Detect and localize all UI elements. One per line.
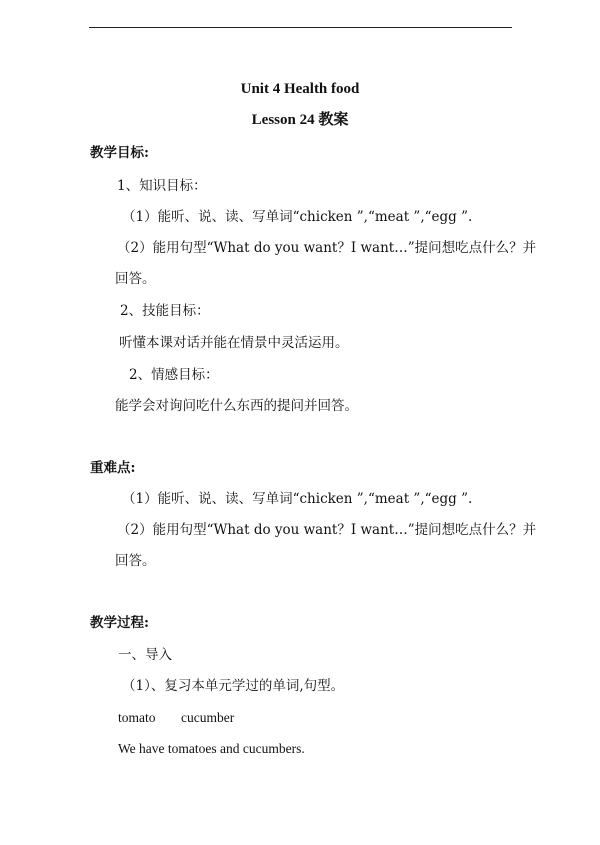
skill-goal-text: 听懂本课对话并能在情景中灵活运用。: [119, 335, 349, 351]
goals-heading: 教学目标:: [90, 145, 149, 161]
keypoint-item-1: （1）能听、说、读、写单词“chicken ”,“meat ”,“egg ”.: [122, 491, 473, 507]
knowledge-goal-item-2-line-2: 回答。: [115, 271, 156, 287]
process-heading: 教学过程:: [90, 615, 149, 631]
document-title: Unit 4 Health food: [240, 81, 360, 97]
header-rule: [89, 27, 512, 28]
knowledge-goal-label: 1、知识目标：: [117, 178, 207, 194]
keypoint-item-2-line-1: （2）能用句型“What do you want？I want…”提问想吃点什么？并: [117, 522, 537, 538]
emotion-goal-text: 能学会对询问吃什么东西的提问并回答。: [115, 398, 358, 414]
process-step-1-sub: （1）、复习本单元学过的单词,句型。: [122, 678, 345, 694]
process-step-1-label: 一、导入: [118, 647, 172, 663]
emotion-goal-label: 2、情感目标：: [129, 367, 219, 383]
keypoints-heading: 重难点:: [90, 460, 136, 476]
vocab-word-cucumber: cucumber: [181, 710, 235, 725]
keypoint-item-2-line-2: 回答。: [115, 553, 156, 569]
skill-goal-label: 2、技能目标：: [120, 303, 210, 319]
vocab-word-tomato: tomato: [118, 710, 156, 725]
example-sentence: We have tomatoes and cucumbers.: [118, 741, 305, 756]
knowledge-goal-item-2-line-1: （2）能用句型“What do you want？I want…”提问想吃点什么？并: [117, 240, 537, 256]
lesson-title: Lesson 24 教案: [251, 112, 349, 128]
knowledge-goal-item-1: （1）能听、说、读、写单词“chicken ”,“meat ”,“egg ”.: [122, 209, 473, 225]
